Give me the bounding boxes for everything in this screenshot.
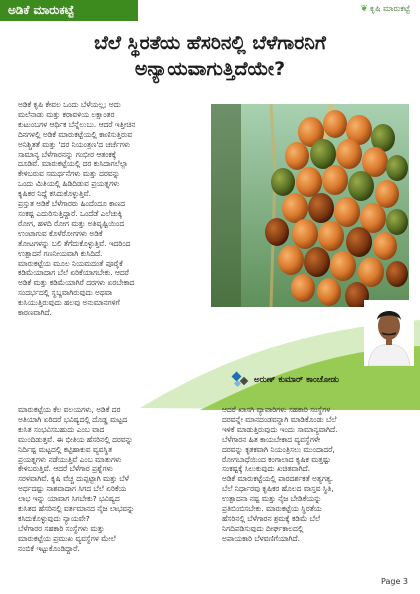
article-column-bottom-left: ಮಾರುಕಟ್ಟೆಯ ಕೆಲ ವಲಯಗಳು, ಅಡಿಕೆ ದರ ಅತಿಯಾಗಿ ಏರಿದರೆ ಭವಿಷ್ಯದಲ್ಲಿ ದೊಡ್ಡ ಮಟ್ಟದ ಕುಸಿತ ಸಂಭವಿಸಬಹುದು ಎಂಬ ವಾದ ಮುಂದಿಡುತ್ತವೆ. ಈ ಭೀತಿಯ ಹೆಸರಿನಲ್ಲಿ ದರವನ್ನು ನಿರ್ದಿಷ್ಟ ಮಟ್ಟದಲ್ಲಿ ಕಟ್ಟಿಹಾಕುವ ವ್ಯವಸ್ಥಿತ ಪ್ರಯತ್ನಗಳು ನಡೆಯುತ್ತಿವೆ ಎಂಬ ಮಾತುಗಳು ಕೇಳಿಬರುತ್ತಿವೆ. ಆದರೆ ಬೆಳೆಗಾರ ಪ್ರಶ್ನೆಗಳು ಸರಳವಾಗಿವೆ. ಕೃಷಿ ವೆಚ್ಚ ದುಪ್ಪಟ್ಟಾಗಿ ಮತ್ತು ಬೆಳೆ ಅರ್ಧದಷ್ಟು ನಾಶವಾದಾಗ ಸಿಗದ ಬೆಲೆ ಏರಿಕೆಯ ಲಾಭ ಇನ್ನು ಯಾವಾಗ ಸಿಗಬೇಕು? ಭವಿಷ್ಯದ ಕುಸಿತದ ಹೆಸರಿನಲ್ಲಿ ವರ್ತಮಾನದ ನೈಜ ಲಾಭವನ್ನು ಕಸಿದುಕೊಳ್ಳುವುದು ನ್ಯಾಯವೇ? ಬೆಳೆಗಾರರ ಸಹಕಾರಿ ಸಂಸ್ಥೆಗಳು ಮತ್ತು ಮಾರುಕಟ್ಟೆಯ ಪ್ರಮುಖ ವ್ಯವಸ್ಥೆಗಳ ಮೇಲೆ ನಂಬಿಕೆ ಇಟ್ಟುಕೊಂಡಿದ್ದಾರೆ.: [18, 405, 135, 553]
brand-text: ಕೃಷಿ ಮಾರುಕಟ್ಟೆ: [370, 4, 410, 13]
publisher-logo: [231, 371, 251, 389]
section-tag: ಅಡಿಕೆ ಮಾರುಕಟ್ಟೆ: [0, 0, 138, 21]
areca-nut-photo: [211, 104, 409, 307]
areca-nut-illustration: [211, 104, 409, 307]
author-avatar: [364, 300, 414, 366]
article-column-bottom-right: ಆದರೆ ಖಾಸಗಿ ವ್ಯಾಪಾರಿಗಳು ಸಹಕಾರಿ ಸಂಸ್ಥೆಗಳ ದರವನ್ನೇ ಮಾನದಂಡವನ್ನಾಗಿ ಮಾಡಿಕೊಂಡು ಬೆಲೆ ಇಳಿಕೆ ಮಾಡುತ್ತಿರುವುದು ಇಂದು ಸಾಮಾನ್ಯವಾಗಿದೆ. ಬೆಳೆಗಾರನ ಹಿತ ಕಾಯಬೇಕಾದ ವ್ಯವಸ್ಥೆಗಳೇ ದರವನ್ನು ಕೃತಕವಾಗಿ ನಿಯಂತ್ರಿಸಲು ಮುಂದಾದರೆ, ರೋಗಬಾಧೆಯಿಂದ ಕಂಗಾಲಾದ ಕೃಷಿಕ ಮತ್ತಷ್ಟು ಸಂಕಷ್ಟಕ್ಕೆ ಸಿಲುಕುವುದು ಖಚಿತವಾಗಿದೆ. ಅಡಿಕೆ ಮಾರುಕಟ್ಟೆಯಲ್ಲಿ ಪಾರದರ್ಶಕತೆ ಅತ್ಯಗತ್ಯ. ಬೆಲೆ ನಿರ್ಧಾರವು ಕೃಷಿಕರ ಹೊಲದ ವಾಸ್ತವ ಸ್ಥಿತಿ, ಉತ್ಪಾದನಾ ನಷ್ಟ ಮತ್ತು ನೈಜ ಬೇಡಿಕೆಯನ್ನು ಪ್ರತಿಬಿಂಬಿಸಬೇಕು. ಮಾರುಕಟ್ಟೆಯ ಸ್ಥಿರತೆಯ ಹೆಸರಿನಲ್ಲಿ ಬೆಳೆಗಾರನ ಶ್ರಮಕ್ಕೆ ಕಡಿಮೆ ಬೆಲೆ ನಿಗದಿಪಡಿಸುವುದು ದೀರ್ಘಕಾಲದಲ್ಲಿ ಅಪಾಯಕಾರಿ ಬೆಳವಣಿಗೆಯಾಗಿದೆ.: [222, 405, 338, 543]
title-line-1: ಬೆಲೆ ಸ್ಥಿರತೆಯ ಹೆಸರಿನಲ್ಲಿ ಬೆಳೆಗಾರನಿಗೆ: [94, 32, 326, 54]
leaf-icon: ❦: [360, 4, 369, 14]
article-column-left: ಅಡಿಕೆ ಕೃಷಿ ಕೇವಲ ಒಂದು ಬೆಳೆಯಲ್ಲ; ಅದು ಮಲೆನಾಡು ಮತ್ತು ಕರಾವಳಿಯ ಲಕ್ಷಾಂತರ ಕುಟುಂಬಗಳ ಆರ್ಥಿಕ ಬೆನ್ನೆಲುಬು. ಆದರೆ ಇತ್ತೀಚಿನ ದಿನಗಳಲ್ಲಿ ಅಡಿಕೆ ಮಾರುಕಟ್ಟೆಯಲ್ಲಿ ಕಾಣಿಸುತ್ತಿರುವ ಅನಿಶ್ಚಿತತೆ ಮತ್ತು 'ದರ ನಿಯಂತ್ರಣ'ದ ಚರ್ಚೆಗಳು ಸಾಮಾನ್ಯ ಬೆಳೆಗಾರನನ್ನು ಗಂಭೀರ ಆತಂಕಕ್ಕೆ ದೂಡಿವೆ. ಮಾರುಕಟ್ಟೆಯಲ್ಲಿ ದರ ಕುಸಿದಾಗಲೆಲ್ಲಾ ಕೇಳಿಬರುವ ಸಮರ್ಥನೆಗಳು ಮತ್ತು ದರವನ್ನು ಒಂದು ಮಿತಿಯಲ್ಲಿ ಹಿಡಿದಿಡುವ ಪ್ರಯತ್ನಗಳು ಕೃಷಿಕರ ನಿದ್ದೆ ಕಸಿದುಕೊಳ್ಳುತ್ತಿವೆ. ಪ್ರಸ್ತುತ ಅಡಿಕೆ ಬೆಳೆಗಾರರು ಹಿಂದೆಂದೂ ಕಾಣದ ಸಂಕಷ್ಟ ಎದುರಿಸುತ್ತಿದ್ದಾರೆ. ಒಂದೆಡೆ ಎಲೆಚುಕ್ಕಿ ರೋಗ, ಹಳದಿ ರೋಗ ಮತ್ತು ಅತಿವೃಷ್ಟಿಯಿಂದ ಉಂಟಾಗುವ ಕೊಳೆರೋಗಗಳು ಅಡಿಕೆ ತೋಟಗಳನ್ನು ಬಲಿ ತೆಗೆದುಕೊಳ್ಳುತ್ತಿವೆ. ಇದರಿಂದ ಉತ್ಪಾದನೆ ಗಣನೀಯವಾಗಿ ಕುಸಿದಿದೆ. ಮಾರುಕಟ್ಟೆಯ ಮೂಲ ನಿಯಮದಂತೆ ಪೂರೈಕೆ ಕಡಿಮೆಯಾದಾಗ ಬೆಲೆ ಏರಿಕೆಯಾಗಬೇಕು. ಆದರೆ ಅಡಿಕೆ ಮತ್ತು ಕಡಿಮೆಯಾಗಿರೆ ದರಗಳು ಏರಬೇಕಾದ ಸಂದರ್ಭದಲ್ಲಿ ಸ್ಥಬ್ದವಾಗಿರುವುದು ಅಥವಾ ಕುಸಿಯುತ್ತಿರುವುದು ಹಲವು ಅನುಮಾನಗಳಿಗೆ ಕಾರಣವಾಗಿದೆ.: [18, 100, 136, 318]
brand-label: [360, 4, 410, 14]
author-card: [218, 300, 416, 390]
article-title: [20, 30, 400, 82]
author-name: ಅರುಣ್ ಕುಮಾರ್ ಕಾಂಚೋಡು: [254, 375, 339, 385]
page-number: Page 3: [381, 577, 408, 586]
title-line-2: ಅನ್ಯಾಯವಾಗುತ್ತಿದೆಯೇ?: [134, 58, 286, 80]
